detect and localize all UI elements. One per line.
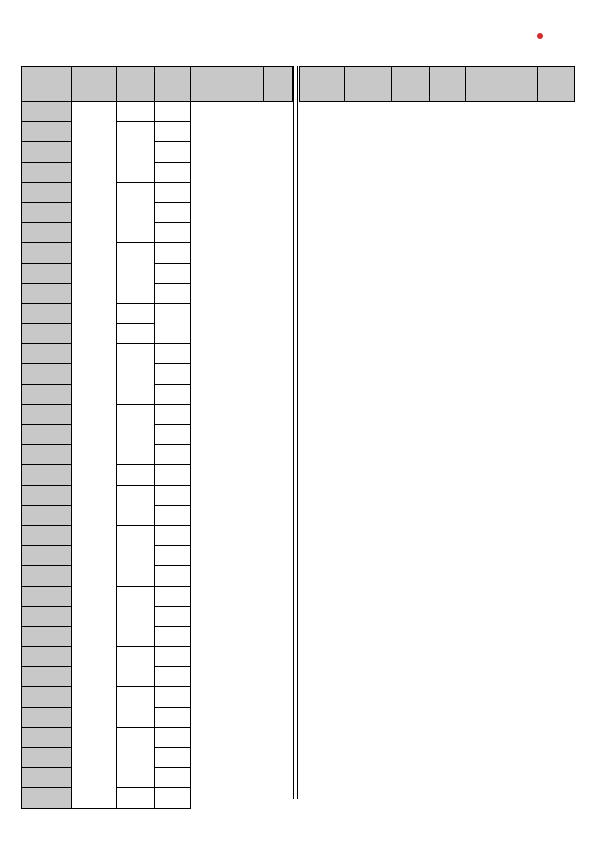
table-row [22, 626, 293, 646]
kta-logo-icon [520, 30, 574, 58]
sex-cell [117, 404, 155, 465]
table-row [22, 102, 293, 122]
grade-cell [155, 485, 191, 505]
division-cell [72, 102, 117, 809]
table-row [22, 122, 293, 142]
row-number [22, 243, 72, 263]
row-number [22, 102, 72, 122]
row-number [22, 586, 72, 606]
row-number [22, 485, 72, 505]
grade-cell [155, 566, 191, 586]
table-row [22, 505, 293, 525]
sex-cell [117, 525, 155, 586]
sex-cell [117, 122, 155, 183]
table-row [22, 707, 293, 727]
table-row [22, 566, 293, 586]
grade-cell [155, 404, 191, 424]
table-row [22, 384, 293, 404]
table-row [22, 142, 293, 162]
row-number [22, 162, 72, 182]
table-row [22, 283, 293, 303]
table-row [22, 546, 293, 566]
table-row [22, 465, 293, 485]
row-number [22, 344, 72, 364]
header-division [72, 67, 117, 102]
row-number [22, 647, 72, 667]
table-row [22, 364, 293, 384]
grade-cell [155, 102, 191, 122]
header-bracket [466, 67, 538, 102]
grade-cell [155, 647, 191, 667]
grade-cell [155, 707, 191, 727]
row-number [22, 505, 72, 525]
grade-cell [155, 667, 191, 687]
row-number [22, 566, 72, 586]
table-row [22, 162, 293, 182]
sex-cell [117, 788, 155, 808]
grade-cell [155, 344, 191, 364]
table-divider [293, 66, 298, 799]
table-row [22, 606, 293, 626]
table-row [22, 768, 293, 788]
table-row [22, 586, 293, 606]
kta-logo [484, 30, 574, 60]
sex-cell [117, 344, 155, 405]
header-no [300, 67, 345, 102]
row-number [22, 142, 72, 162]
row-number [22, 364, 72, 384]
grade-cell [155, 162, 191, 182]
header-sex [392, 67, 430, 102]
header-note [538, 67, 575, 102]
table-header-row [300, 67, 575, 102]
header-no [22, 67, 72, 102]
header-sex [117, 67, 155, 102]
row-number [22, 768, 72, 788]
row-number [22, 707, 72, 727]
table-row [22, 425, 293, 445]
sex-cell [117, 324, 155, 344]
sex-cell [117, 243, 155, 304]
grade-cell [155, 626, 191, 646]
grade-cell [155, 687, 191, 707]
grade-cell [155, 364, 191, 384]
table-row [22, 404, 293, 424]
grade-cell [155, 465, 191, 485]
grade-cell [155, 525, 191, 545]
table-row [22, 727, 293, 747]
row-number [22, 122, 72, 142]
sex-cell [117, 586, 155, 647]
sex-cell [117, 687, 155, 727]
grade-cell [155, 606, 191, 626]
row-number [22, 223, 72, 243]
table-row [22, 667, 293, 687]
table-row [22, 788, 293, 808]
sex-cell [117, 485, 155, 525]
header-note [264, 67, 293, 102]
row-number [22, 626, 72, 646]
row-number [22, 667, 72, 687]
grade-cell [155, 243, 191, 263]
grade-cell [155, 223, 191, 243]
table-row [22, 243, 293, 263]
table-row [22, 647, 293, 667]
grade-cell [155, 384, 191, 404]
row-number [22, 283, 72, 303]
grade-cell [155, 303, 191, 343]
row-number [22, 445, 72, 465]
grade-cell [155, 788, 191, 808]
grade-cell [155, 142, 191, 162]
grade-cell [155, 182, 191, 202]
table-row [22, 485, 293, 505]
schedule-table-left [21, 66, 293, 809]
row-number [22, 525, 72, 545]
table-row [22, 445, 293, 465]
grade-cell [155, 263, 191, 283]
table-header-row [22, 67, 293, 102]
row-number [22, 748, 72, 768]
header-bracket [191, 67, 264, 102]
row-number [22, 606, 72, 626]
row-number [22, 263, 72, 283]
row-number [22, 727, 72, 747]
header-grade [155, 67, 191, 102]
grade-cell [155, 445, 191, 465]
table-row [22, 748, 293, 768]
grade-cell [155, 505, 191, 525]
row-number [22, 404, 72, 424]
sex-cell [117, 182, 155, 243]
row-number [22, 202, 72, 222]
row-number [22, 425, 72, 445]
grade-cell [155, 586, 191, 606]
table-row [22, 303, 293, 323]
schedule-table-right [299, 66, 575, 102]
day-info-panel [300, 402, 572, 466]
sex-cell [117, 303, 155, 323]
sex-cell [117, 102, 155, 122]
sex-cell [117, 647, 155, 687]
row-number [22, 384, 72, 404]
grade-cell [155, 202, 191, 222]
grade-cell [155, 727, 191, 747]
grade-cell [155, 425, 191, 445]
grade-cell [155, 546, 191, 566]
row-number [22, 303, 72, 323]
sex-cell [117, 465, 155, 485]
header-division [345, 67, 392, 102]
grade-cell [155, 122, 191, 142]
grade-cell [155, 748, 191, 768]
row-number [22, 687, 72, 707]
row-number [22, 465, 72, 485]
table-row [22, 223, 293, 243]
row-number [22, 182, 72, 202]
table-row [22, 182, 293, 202]
grade-cell [155, 283, 191, 303]
table-row [22, 687, 293, 707]
header-grade [430, 67, 466, 102]
row-number [22, 546, 72, 566]
table-row [22, 344, 293, 364]
grade-cell [155, 768, 191, 788]
table-row [22, 525, 293, 545]
row-number [22, 788, 72, 808]
table-row [22, 263, 293, 283]
table-row [22, 202, 293, 222]
sex-cell [117, 727, 155, 788]
row-number [22, 324, 72, 344]
